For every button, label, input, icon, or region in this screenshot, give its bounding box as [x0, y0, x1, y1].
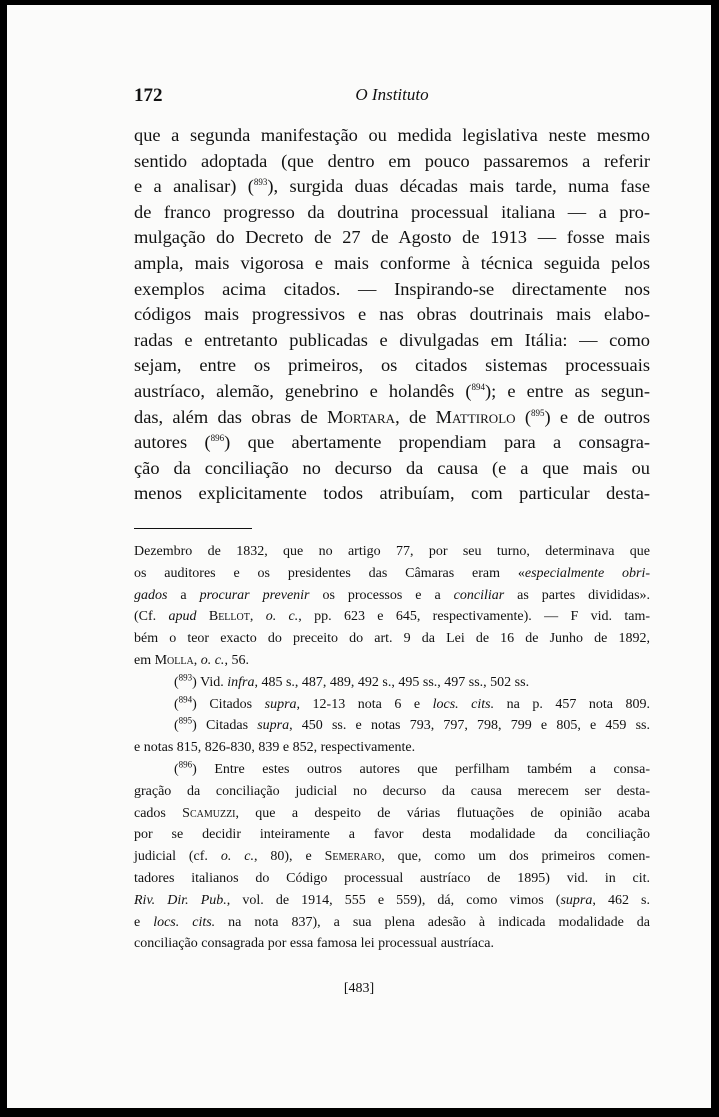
- footnote-line: gados a procurar prevenir os processos e a conciliar as partes divididas».: [134, 587, 651, 603]
- footnote-line: em Molla, o. c., 56.: [134, 652, 249, 668]
- footnote-line: e locs. cits. na nota 837), a sua plena adesão à indicada modalidade da: [134, 914, 650, 930]
- footnote-line: conciliação consagrada por essa famosa lei processual austríaca.: [134, 936, 494, 952]
- text-line: ção da conciliação no decurso da causa (e a que mais ou: [134, 457, 650, 478]
- footnote-893: ($^{893}$) Vid. infra, 485 s., 487, 489, 492 s., 495 ss., 497 ss., 502 ss.: [174, 672, 530, 690]
- main-text: [134, 123, 650, 507]
- footnote-895: ($^{895}$) Citadas supra, 450 ss. e notas 793, 797, 798, 799 e 805, e 459 ss.: [174, 715, 650, 734]
- text-line: exemplos acima citados. — Inspirando-se directamente nos: [134, 278, 650, 299]
- text-line: e a analisar) ($^{893}$), surgida duas décadas mais tarde, numa fase: [134, 176, 650, 197]
- footnote-line: os auditores e os presidentes das Câmaras eram «especialmente obri-: [134, 565, 651, 581]
- text-line: sejam, entre os primeiros, os citados sistemas processuais: [134, 355, 650, 376]
- text-line: mulgação do Decreto de 27 de Agosto de 1913 — fosse mais: [134, 227, 650, 248]
- running-title: O Instituto: [355, 85, 429, 104]
- footnote-line: bém o teor exacto do preceito do art. 9 da Lei de 16 de Junho de 1892,: [134, 631, 650, 647]
- footnote-line: gração da conciliação judicial no decurso da causa merecem ser desta-: [134, 783, 650, 799]
- footnote-896: ($^{896}$) Entre estes outros autores que perfilham também a consa-: [174, 759, 650, 777]
- footnote-line: Dezembro de 1832, que no artigo 77, por seu turno, determinava que: [134, 544, 650, 559]
- footnote-ref: 896: [210, 433, 225, 443]
- text-line: ampla, mais vigorosa e mais conforme à técnica seguida pelos: [134, 252, 650, 273]
- text-line: menos explicitamente todos atribuíam, com particular desta-: [134, 483, 650, 504]
- page-number: 172: [134, 85, 163, 106]
- footnote-line: Riv. Dir. Pub., vol. de 1914, 555 e 559), dá, como vimos (supra, 462 s.: [134, 892, 650, 908]
- author-name: Mortara: [327, 406, 396, 427]
- footnote-line: cados Scamuzzi, que a despeito de várias flutuações de opinião acaba: [134, 805, 650, 821]
- footnote-line: por se decidir inteiramente a favor desta modalidade da conciliação: [134, 827, 650, 843]
- footnote-ref: 893: [253, 177, 268, 188]
- text-line: que a segunda manifestação ou medida legislativa neste mesmo: [134, 125, 650, 145]
- folio-number: [483]: [343, 981, 375, 996]
- text-line: radas e entretanto publicadas e divulgadas em Itália: — como: [134, 329, 650, 350]
- page-header: [134, 85, 650, 109]
- text-line: sentido adoptada (que dentro em pouco passaremos a referir: [134, 150, 650, 171]
- footnote-line: tadores italianos do Código processual austríaco de 1895) vid. in cit.: [134, 870, 650, 886]
- text-line: autores ($^{896}$) que abertamente propendiam para a consagra-: [134, 432, 650, 453]
- footnote-ref: 895: [530, 407, 545, 418]
- footnote-separator: [134, 528, 252, 529]
- footnote-line: judicial (cf. o. c., 80), e Semeraro, que, como um dos primeiros comen-: [134, 849, 650, 865]
- footnote-line: (Cf. apud Bellot, o. c., pp. 623 e 645, respectivamente). — F vid. tam-: [134, 609, 650, 625]
- text-line: de franco progresso da doutrina processual italiana — a pro-: [134, 201, 650, 222]
- text-line: das, além das obras de Mortara, de Mattirolo ($^{895}$) e de outros: [134, 406, 650, 427]
- author-name: Mattirolo: [435, 406, 516, 427]
- text-line: códigos mais progressivos e nas obras doutrinais mais elabo-: [134, 304, 650, 325]
- footnote-line: e notas 815, 826-830, 839 e 852, respectivamente.: [134, 740, 416, 756]
- footnote-ref: 894: [471, 381, 485, 392]
- footnotes: [134, 541, 650, 955]
- footnote-894: ($^{894}$) Citados supra, 12-13 nota 6 e locs. cits. na p. 457 nota 809.: [174, 693, 650, 712]
- book-page: [7, 5, 711, 1108]
- text-line: austríaco, alemão, genebrino e holandês ($^{894}$); e entre as segun-: [134, 380, 651, 401]
